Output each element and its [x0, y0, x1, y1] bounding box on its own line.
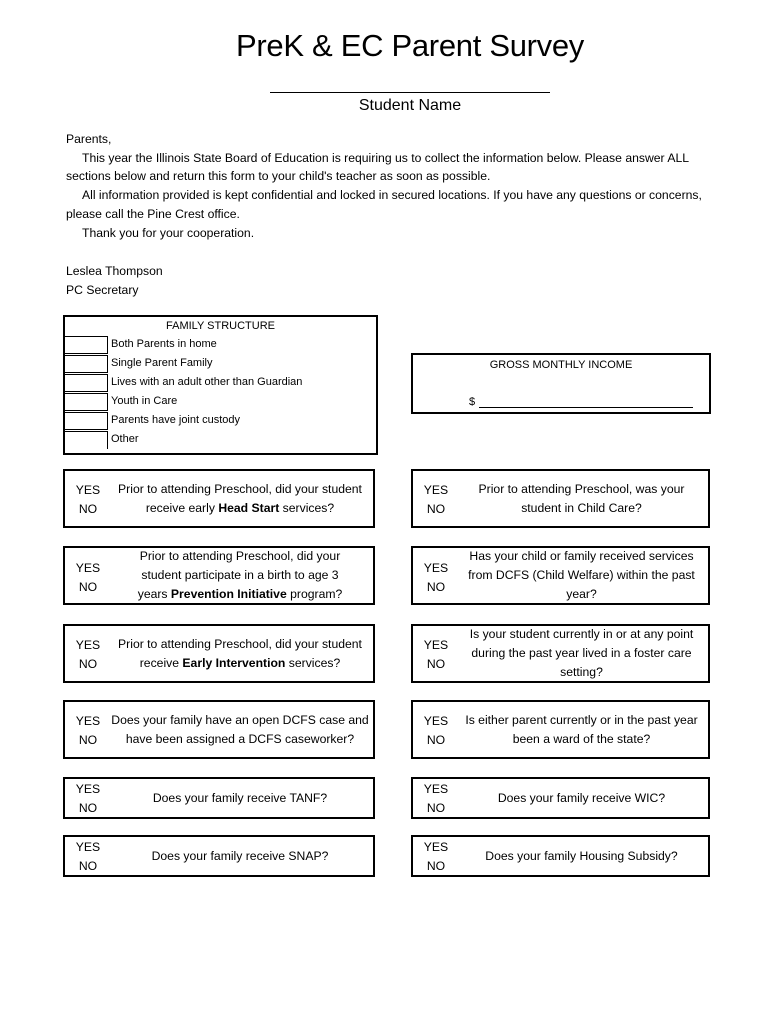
question-box-early-intervention [63, 624, 375, 683]
question-box-housing-subsidy [411, 835, 710, 877]
parent-letter [66, 130, 716, 242]
family-option-label: Lives with an adult other than Guardian [111, 376, 303, 388]
family-option-checkbox[interactable] [65, 355, 108, 373]
question-box-prevention-initiative [63, 546, 375, 605]
family-option-row [65, 393, 376, 412]
yes-option[interactable]: YES [75, 561, 101, 575]
question-box-ward-of-state [411, 700, 710, 759]
question-text: Does your family receive TANF? [152, 790, 328, 805]
family-option-row [65, 355, 376, 374]
family-option-row [65, 374, 376, 393]
letter-salutation: Parents, [66, 132, 112, 146]
yes-option[interactable]: YES [75, 714, 101, 728]
question-text: Prior to attending Preschool, did your student participate in a birth to age 3 years Prevention Initiative program? [137, 549, 343, 601]
question-box-child-care [411, 469, 710, 528]
income-title: GROSS MONTHLY INCOME [489, 359, 633, 371]
no-option[interactable]: NO [78, 733, 98, 747]
no-option[interactable]: NO [426, 859, 446, 873]
income-currency: $ [469, 396, 476, 408]
yes-option[interactable]: YES [423, 782, 449, 796]
question-text: Prior to attending Preschool, did your student receive Early Intervention services? [118, 636, 362, 670]
question-box-tanf [63, 777, 375, 819]
family-option-checkbox[interactable] [65, 431, 108, 449]
family-option-checkbox[interactable] [65, 374, 108, 392]
family-option-label: Parents have joint custody [111, 414, 241, 426]
no-option[interactable]: NO [426, 580, 446, 594]
yes-option[interactable]: YES [75, 782, 101, 796]
no-option[interactable]: NO [78, 859, 98, 873]
family-option-row [65, 412, 376, 431]
no-option[interactable]: NO [426, 733, 446, 747]
signer-name: Leslea Thompson [66, 264, 163, 278]
question-text: Does your family have an open DCFS case and have been assigned a DCFS caseworker? [111, 712, 369, 746]
question-box-dcfs-case [63, 700, 375, 759]
page-title: PreK & EC Parent Survey [235, 28, 585, 63]
no-option[interactable]: NO [426, 657, 446, 671]
no-option[interactable]: NO [78, 580, 98, 594]
no-option[interactable]: NO [78, 801, 98, 815]
family-option-row [65, 336, 376, 355]
student-name-label: Student Name [358, 97, 462, 114]
no-option[interactable]: NO [426, 502, 446, 516]
question-box-wic [411, 777, 710, 819]
gross-monthly-income-box [411, 353, 711, 414]
question-text: Has your child or family received services from DCFS (Child Welfare) within the past year? [468, 549, 695, 601]
family-structure-box [63, 315, 378, 455]
no-option[interactable]: NO [78, 502, 98, 516]
signer-title: PC Secretary [66, 282, 139, 297]
letter-paragraph-2: All information provided is kept confidential and locked in secured locations. If you have any questions or concerns, please call the Pine Crest office. [66, 188, 702, 221]
question-text: Does your family receive WIC? [497, 790, 666, 805]
question-text: Prior to attending Preschool, was your student in Child Care? [478, 481, 685, 515]
question-text: Prior to attending Preschool, did your student receive early Head Start services? [118, 481, 362, 515]
question-box-dcfs-services [411, 546, 710, 605]
yes-option[interactable]: YES [75, 638, 101, 652]
question-text: Does your family receive SNAP? [151, 848, 329, 863]
letter-paragraph-1: This year the Illinois State Board of Education is requiring us to collect the information below. Please answer ALL sections below and return this form to your child's teacher as soon as possible. [66, 150, 689, 184]
family-structure-title: FAMILY STRUCTURE [166, 320, 275, 332]
student-name-line[interactable] [270, 92, 550, 93]
question-box-head-start [63, 469, 375, 528]
family-option-label: Single Parent Family [111, 357, 213, 369]
family-option-checkbox[interactable] [65, 412, 108, 430]
yes-option[interactable]: YES [423, 714, 449, 728]
yes-option[interactable]: YES [423, 840, 449, 854]
question-box-snap [63, 835, 375, 877]
yes-option[interactable]: YES [423, 638, 449, 652]
yes-option[interactable]: YES [75, 840, 101, 854]
question-text: Is your student currently in or at any point during the past year lived in a foster care setting? [469, 627, 694, 679]
family-option-row [65, 431, 376, 450]
no-option[interactable]: NO [78, 657, 98, 671]
no-option[interactable]: NO [426, 801, 446, 815]
family-option-label: Other [111, 433, 139, 445]
family-option-label: Youth in Care [111, 395, 178, 407]
yes-option[interactable]: YES [423, 483, 449, 497]
signature-block [66, 262, 163, 299]
income-input-line[interactable] [479, 407, 693, 408]
family-option-label: Both Parents in home [111, 338, 217, 350]
question-text: Is either parent currently or in the past year been a ward of the state? [465, 712, 698, 746]
question-text: Does your family Housing Subsidy? [485, 848, 678, 863]
yes-option[interactable]: YES [75, 483, 101, 497]
family-option-checkbox[interactable] [65, 336, 108, 354]
letter-paragraph-3: Thank you for your cooperation. [82, 225, 255, 240]
question-box-foster-care [411, 624, 710, 683]
family-option-checkbox[interactable] [65, 393, 108, 411]
yes-option[interactable]: YES [423, 561, 449, 575]
